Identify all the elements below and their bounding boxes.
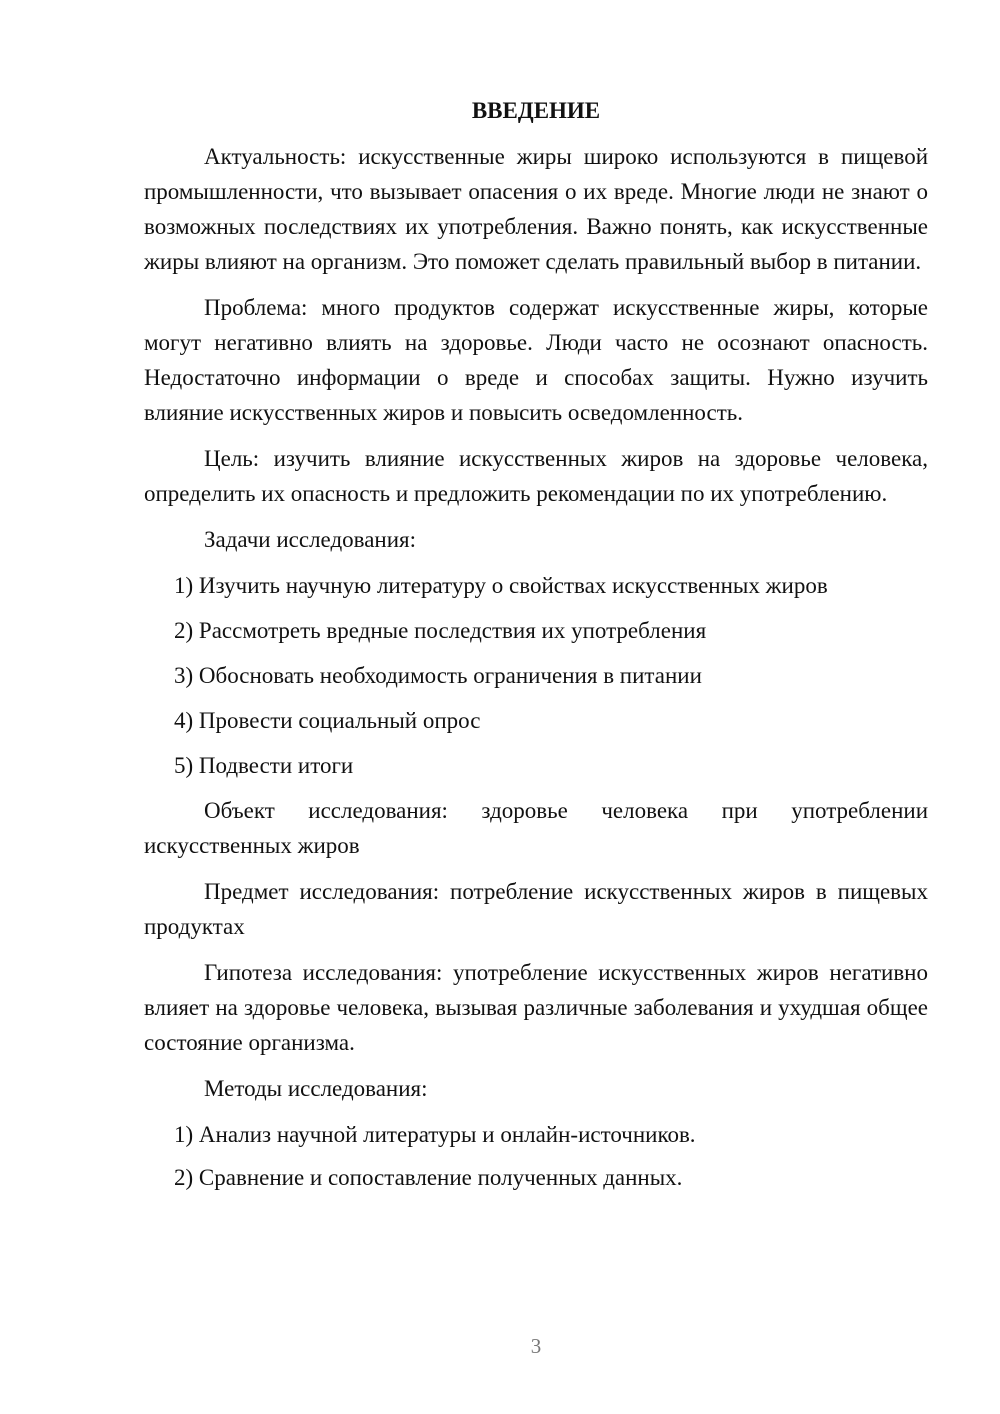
list-item: 2) Рассмотреть вредные последствия их употребления (174, 618, 707, 643)
methods-heading: Методы исследования: (204, 1076, 428, 1101)
problem-paragraph: Проблема: много продуктов содержат искусственные жиры, которые могут негативно влиять на здоровье. Люди часто не осознают опасность. Недостаточно информации о вреде и способах защиты. Нужно изучить влияние искусственных жиров и повысить осведомленность. (144, 295, 928, 425)
object-paragraph: Объект исследования: здоровье человека при употреблении искусственных жиров (144, 798, 928, 858)
tasks-list (144, 568, 928, 783)
list-item: 5) Подвести итоги (174, 753, 354, 778)
subject-paragraph: Предмет исследования: потребление искусственных жиров в пищевых продуктах (144, 879, 928, 939)
methods-list (144, 1117, 928, 1195)
tasks-heading: Задачи исследования: (204, 527, 417, 552)
page-title: ВВЕДЕНИЕ (471, 98, 601, 123)
page-number: 3 (530, 1334, 542, 1358)
list-item: 2) Сравнение и сопоставление полученных данных. (174, 1165, 683, 1190)
list-item: 3) Обосновать необходимость ограничения в питании (174, 663, 702, 688)
list-item: 1) Изучить научную литературу о свойствах искусственных жиров (174, 573, 828, 598)
list-item: 4) Провести социальный опрос (174, 708, 481, 733)
hypothesis-paragraph: Гипотеза исследования: употребление искусственных жиров негативно влияет на здоровье человека, вызывая различные заболевания и ухудшая общее состояние организма. (144, 960, 928, 1055)
list-item: 1) Анализ научной литературы и онлайн-источников. (174, 1122, 696, 1147)
goal-paragraph: Цель: изучить влияние искусственных жиров на здоровье человека, определить их опасность и предложить рекомендации по их употреблению. (144, 446, 928, 506)
page-content (144, 96, 928, 1203)
relevance-paragraph: Актуальность: искусственные жиры широко используются в пищевой промышленности, что вызывает опасения о их вреде. Многие люди не знают о возможных последствиях их употребления. Важно понять, как искусственные жиры влияют на организм. Это поможет сделать правильный выбор в питании. (144, 144, 928, 274)
